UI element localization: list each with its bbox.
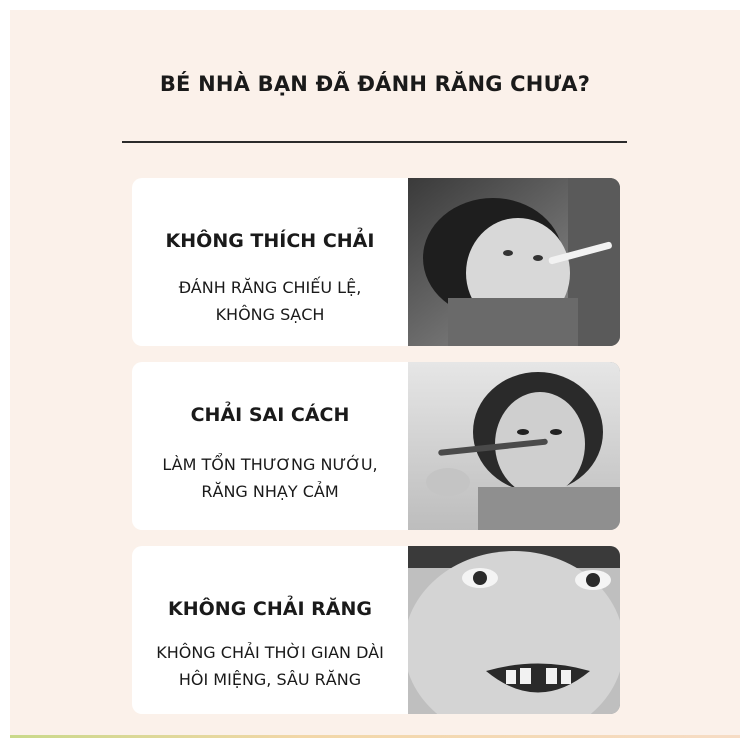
card-desc-line-2: HÔI MIỆNG, SÂU RĂNG [178, 670, 362, 689]
boy-smiling-teeth-photo [408, 546, 620, 714]
card-desc-line-2: RĂNG NHẠY CẢM [201, 482, 339, 501]
card-heading: KHÔNG CHẢI RĂNG [168, 598, 372, 620]
child-brushing-teeth-photo [408, 362, 620, 530]
card-text [132, 178, 408, 346]
card-text [132, 362, 408, 530]
card-not-like-brushing [132, 178, 620, 346]
card-no-brushing [132, 546, 620, 714]
card-desc-line-1: ĐÁNH RĂNG CHIẾU LỆ, [178, 278, 362, 297]
bottom-decor-strip [10, 735, 740, 738]
card-heading: KHÔNG THÍCH CHẢI [165, 230, 375, 252]
card-desc-line-1: LÀM TỔN THƯƠNG NƯỚU, [162, 455, 378, 474]
card-desc-line-1: KHÔNG CHẢI THỜI GIAN DÀI [156, 643, 384, 662]
card-wrong-brushing [132, 362, 620, 530]
title-divider [122, 141, 627, 143]
card-heading: CHẢI SAI CÁCH [190, 404, 350, 426]
card-desc-line-2: KHÔNG SẠCH [215, 305, 325, 324]
girl-brushing-teeth-photo [408, 178, 620, 346]
page-title: BÉ NHÀ BẠN ĐÃ ĐÁNH RĂNG CHƯA? [159, 72, 591, 96]
card-text [132, 546, 408, 714]
